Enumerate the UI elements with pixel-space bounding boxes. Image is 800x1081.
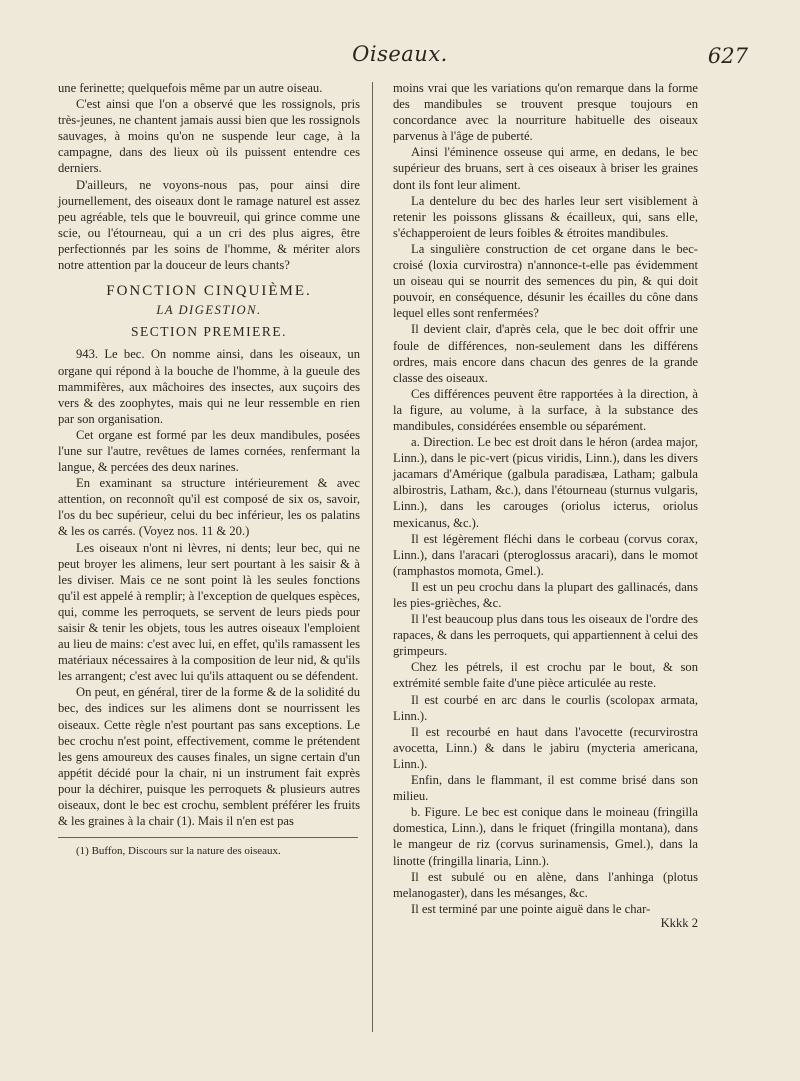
page-number: 627 xyxy=(707,44,748,68)
function-heading: FONCTION CINQUIÈME. xyxy=(106,283,312,300)
paragraph: Il est un peu crochu dans la plupart des gallinacés, dans les pies-grièches, &c. xyxy=(393,579,698,610)
paragraph: Ainsi l'éminence osseuse qui arme, en dedans, le bec supérieur des bruans, sert à ces oiseaux à briser les graines dont ils font leur aliment. xyxy=(393,145,698,192)
paragraph: La dentelure du bec des harles leur sert visiblement à retenir les poissons glissans & écailleux, qui, sans elle, s'échapperoient de leurs foibles & étroites mandibules. xyxy=(393,193,698,240)
subject-heading: LA DIGESTION. xyxy=(156,303,262,318)
paragraph: D'ailleurs, ne voyons-nous pas, pour ainsi dire journellement, des oiseaux dont le ramage naturel est assez peu agréable, tels que le bouvreuil, qui grince comme une scie, ou l'étourneau, qui a un cri des plus aigres, être perfectionnés par les soins de l'homme, & mériter alors notre attention par la douceur de leurs chants? xyxy=(58,177,360,273)
paragraph: moins vrai que les variations qu'on remarque dans la forme des mandibules se trouvent presque toujours en concordance avec la nourriture habituelle des oiseaux parvenus à l'âge de puberté. xyxy=(393,81,698,144)
paragraph: une ferinette; quelquefois même par un autre oiseau. xyxy=(58,81,323,95)
signature-mark: Kkkk 2 xyxy=(660,915,698,930)
paragraph: En examinant sa structure intérieurement & avec attention, on reconnoît qu'il est composé de six os, savoir, l'os du bec supérieur, celui du bec inférieur, les os palatins & les os carrés. (Voyez nos. 11 & 20.) xyxy=(58,476,360,539)
footnote: (1) Buffon, Discours sur la nature des oiseaux. xyxy=(76,845,281,858)
left-column xyxy=(58,80,360,858)
paragraph: On peut, en général, tirer de la forme & de la solidité du bec, des indices sur les alimens dont se nourrissent les oiseaux. Cette règle n'est pourtant pas sans exceptions. Le bec crochu n'est point, effectivement, comme le prétendent les gens amoureux des causes finales, un signe certain d'un appétit décidé pour la chair, ni un instrument fait exprès pour la déchirer, puisque les perroquets & plusieurs autres oiseaux, dont le bec est crochu, semblent préférer les fruits & les graines à la chair (1). Mais il n'en est pas xyxy=(58,685,360,829)
section-heading: SECTION PREMIERE. xyxy=(130,324,287,340)
paragraph: Cet organe est formé par les deux mandibules, posées l'une sur l'autre, revêtues de lames cornées, renfermant la langue, & percées des deux narines. xyxy=(58,427,360,475)
paragraph: Il est courbé en arc dans le courlis (scolopax armata, Linn.). xyxy=(393,692,698,723)
paragraph: Les oiseaux n'ont ni lèvres, ni dents; leur bec, qui ne peut broyer les alimens, leur sert pourtant à les saisir & à les diviser. Mais ce ne sont point là les seules fonctions qu'il est appelé à remplir; à l'exception de quelques espèces, qui, comme les perroquets, se servent de leurs pieds pour saisir & tenir les objets, tous les autres oiseaux l'emploient au lieu de mains: c'est avec lui, en effet, qu'ils ramassent les matériaux nécessaires à la composition de leur nid, & qu'ils les arrangent; c'est avec lui qu'ils attaquent ou se défendent. xyxy=(58,540,360,684)
paragraph: Il devient clair, d'après cela, que le bec doit offrir une foule de différences, non-seulement dans les différens ordres, mais encore dans chacun des genres de la grande classe des oiseaux. xyxy=(393,322,698,385)
paragraph: Il l'est beaucoup plus dans tous les oiseaux de l'ordre des rapaces, & dans les perroquets, qui appartiennent à celui des grimpeurs. xyxy=(393,612,698,659)
paragraph: Ces différences peuvent être rapportées à la direction, à la figure, au volume, à la surface, à la substance des mandibules, considérées ensemble ou séparément. xyxy=(393,386,698,433)
running-title: Oiseaux. xyxy=(352,42,448,66)
paragraph: 943. Le bec. On nomme ainsi, dans les oiseaux, un organe qui répond à la bouche de l'homme, à la gueule des mammifères, aux mâchoires des insectes, aux suçoirs des vers & des zoophytes, mais qui ne leur ressemble en rien par son organisation. xyxy=(58,347,360,426)
paragraph: Il est subulé ou en alène, dans l'anhinga (plotus melanogaster), dans les mésanges, &c. xyxy=(393,869,698,900)
paragraph: Chez les pétrels, il est crochu par le bout, & son extrémité semble faite d'une pièce articulée au reste. xyxy=(393,660,698,691)
paragraph: Il est terminé par une pointe aiguë dans le char- xyxy=(411,901,651,916)
paragraph: a. Direction. Le bec est droit dans le héron (ardea major, Linn.), dans le pic-vert (picus viridis, Linn.), dans les divers jacamars d'Amérique (galbula paradisæa, Latham; galbula albirostris, Latham, &c.), dans l'étourneau (sturnus vulgaris, Linn.), dans les carouges (oriolus icterus, oriolus mexicanus, &c.). xyxy=(393,435,698,530)
paragraph: b. Figure. Le bec est conique dans le moineau (fringilla domestica, Linn.), dans le friquet (fringilla montana), dans le mangeur de riz (corvus surinamensis, Gmel.), dans la linotte (fringilla linaria, Linn.). xyxy=(393,805,698,868)
right-column xyxy=(393,80,698,931)
paragraph: Il est recourbé en haut dans l'avocette (recurvirostra avocetta, Linn.) & dans le jabiru (mycteria americana, Linn.). xyxy=(393,724,698,771)
column-rule xyxy=(372,82,373,1032)
paragraph: Il est légèrement fléchi dans le corbeau (corvus corax, Linn.), dans l'aracari (pteroglossus aracari), dans le momot (ramphastos momota, Gmel.). xyxy=(393,531,698,578)
paragraph: La singulière construction de cet organe dans le bec-croisé (loxia curvirostra) n'annonce-t-elle pas évidemment un oiseau qui se nourrit des semences du pin, & qui doit pouvoir, en conséquence, désunir les écailles du cône dans lequel elles sont renfermées? xyxy=(393,241,698,321)
paragraph: Enfin, dans le flammant, il est comme brisé dans son milieu. xyxy=(393,773,698,804)
footnote-rule xyxy=(58,837,358,838)
paragraph: C'est ainsi que l'on a observé que les rossignols, pris très-jeunes, ne chantent jamais aussi bien que les rossignols sauvages, à moins qu'on ne suspende leur cage, à la campagne, dans des lieux où ils puissent entendre ces derniers. xyxy=(58,97,360,176)
